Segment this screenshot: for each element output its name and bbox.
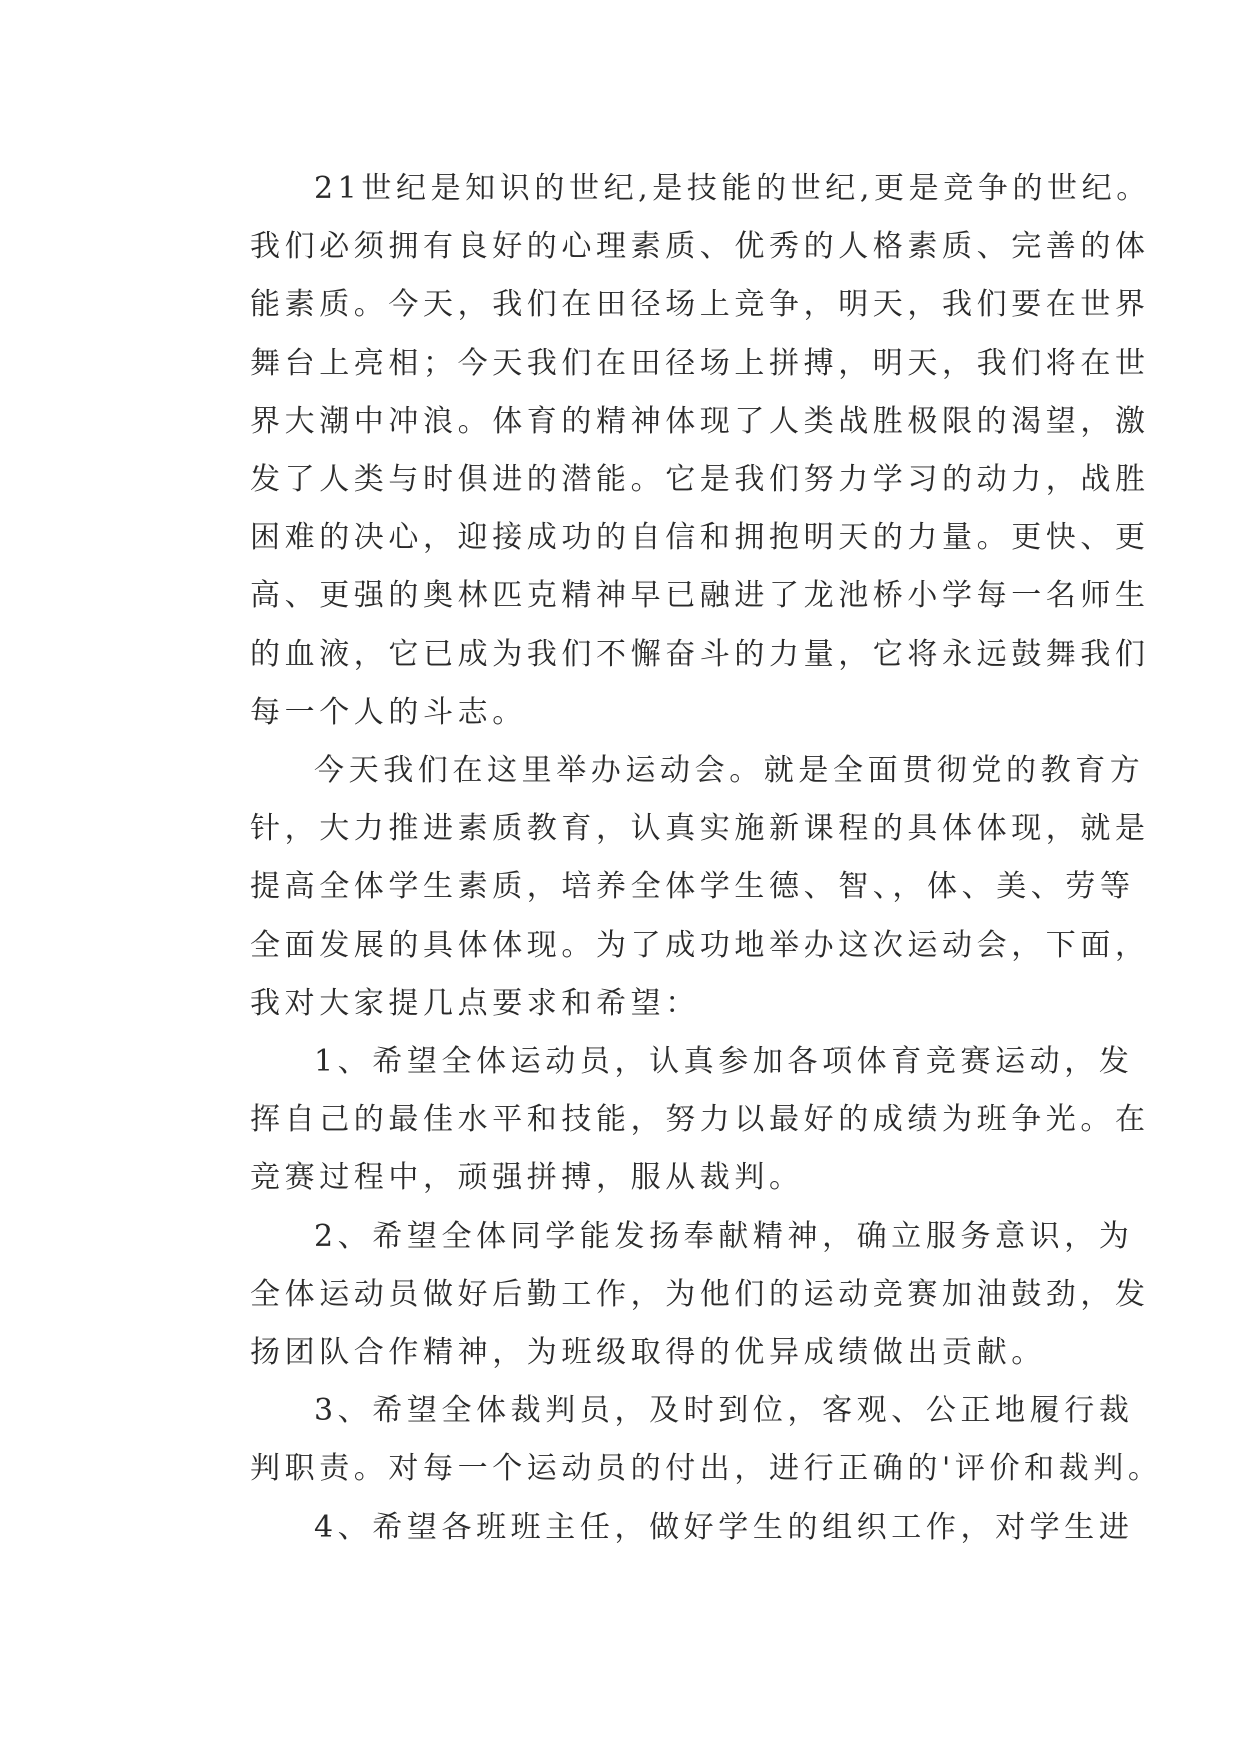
text-line: 每一个人的斗志。 [250, 694, 527, 730]
text-line: 全面发展的具体体现。为了成功地举办这次运动会，下面， [250, 927, 1150, 963]
text-line: 全体运动员做好后勤工作，为他们的运动竞赛加油鼓劲，发 [250, 1276, 1150, 1312]
text-line: 1、希望全体运动员，认真参加各项体育竞赛运动，发 [314, 1044, 1134, 1080]
text-line: 困难的决心，迎接成功的自信和拥抱明天的力量。更快、更 [250, 520, 1150, 556]
text-line: 判职责。对每一个运动员的付出，进行正确的'评价和裁判。 [250, 1451, 1163, 1487]
paragraph-6 [190, 1499, 1134, 1557]
document-body [190, 160, 1163, 1557]
text-line: 3、希望全体裁判员，及时到位，客观、公正地履行裁 [314, 1393, 1134, 1429]
text-line: 能素质。今天，我们在田径场上竞争，明天，我们要在世界 [250, 287, 1150, 323]
paragraph-3 [190, 1033, 1150, 1208]
text-line: 4、希望各班班主任，做好学生的组织工作，对学生进 [314, 1509, 1134, 1545]
text-line: 的血液，它已成为我们不懈奋斗的力量，它将永远鼓舞我们 [250, 636, 1150, 672]
text-line: 发了人类与时俱进的潜能。它是我们努力学习的动力，战胜 [250, 462, 1150, 498]
text-line: 针，大力推进素质教育，认真实施新课程的具体体现，就是 [250, 811, 1150, 847]
text-line: 舞台上亮相；今天我们在田径场上拼搏，明天，我们将在世 [250, 345, 1150, 381]
paragraph-5 [190, 1382, 1163, 1498]
text-line: 提高全体学生素质，培养全体学生德、智、，体、美、劳等 [250, 869, 1135, 905]
text-line: 高、更强的奥林匹克精神早已融进了龙池桥小学每一名师生 [250, 578, 1150, 614]
paragraph-4 [190, 1208, 1150, 1383]
text-line: 今天我们在这里举办运动会。就是全面贯彻党的教育方 [314, 753, 1145, 789]
paragraph-1 [190, 160, 1151, 742]
text-line: 挥自己的最佳水平和技能，努力以最好的成绩为班争光。在 [250, 1102, 1150, 1138]
text-line: 扬团队合作精神，为班级取得的优异成绩做出贡献。 [250, 1335, 1046, 1371]
text-line: 我们必须拥有良好的心理素质、优秀的人格素质、完善的体 [250, 229, 1150, 265]
text-line: 我对大家提几点要求和希望： [250, 985, 700, 1021]
text-line: 竞赛过程中，顽强拼搏，服从裁判。 [250, 1160, 804, 1196]
text-line: 21世纪是知识的世纪,是技能的世纪,更是竞争的世纪。 [314, 171, 1151, 206]
paragraph-2 [190, 742, 1150, 1033]
text-line: 2、希望全体同学能发扬奉献精神，确立服务意识，为 [314, 1218, 1134, 1254]
text-line: 界大潮中冲浪。体育的精神体现了人类战胜极限的渴望，激 [250, 403, 1150, 439]
